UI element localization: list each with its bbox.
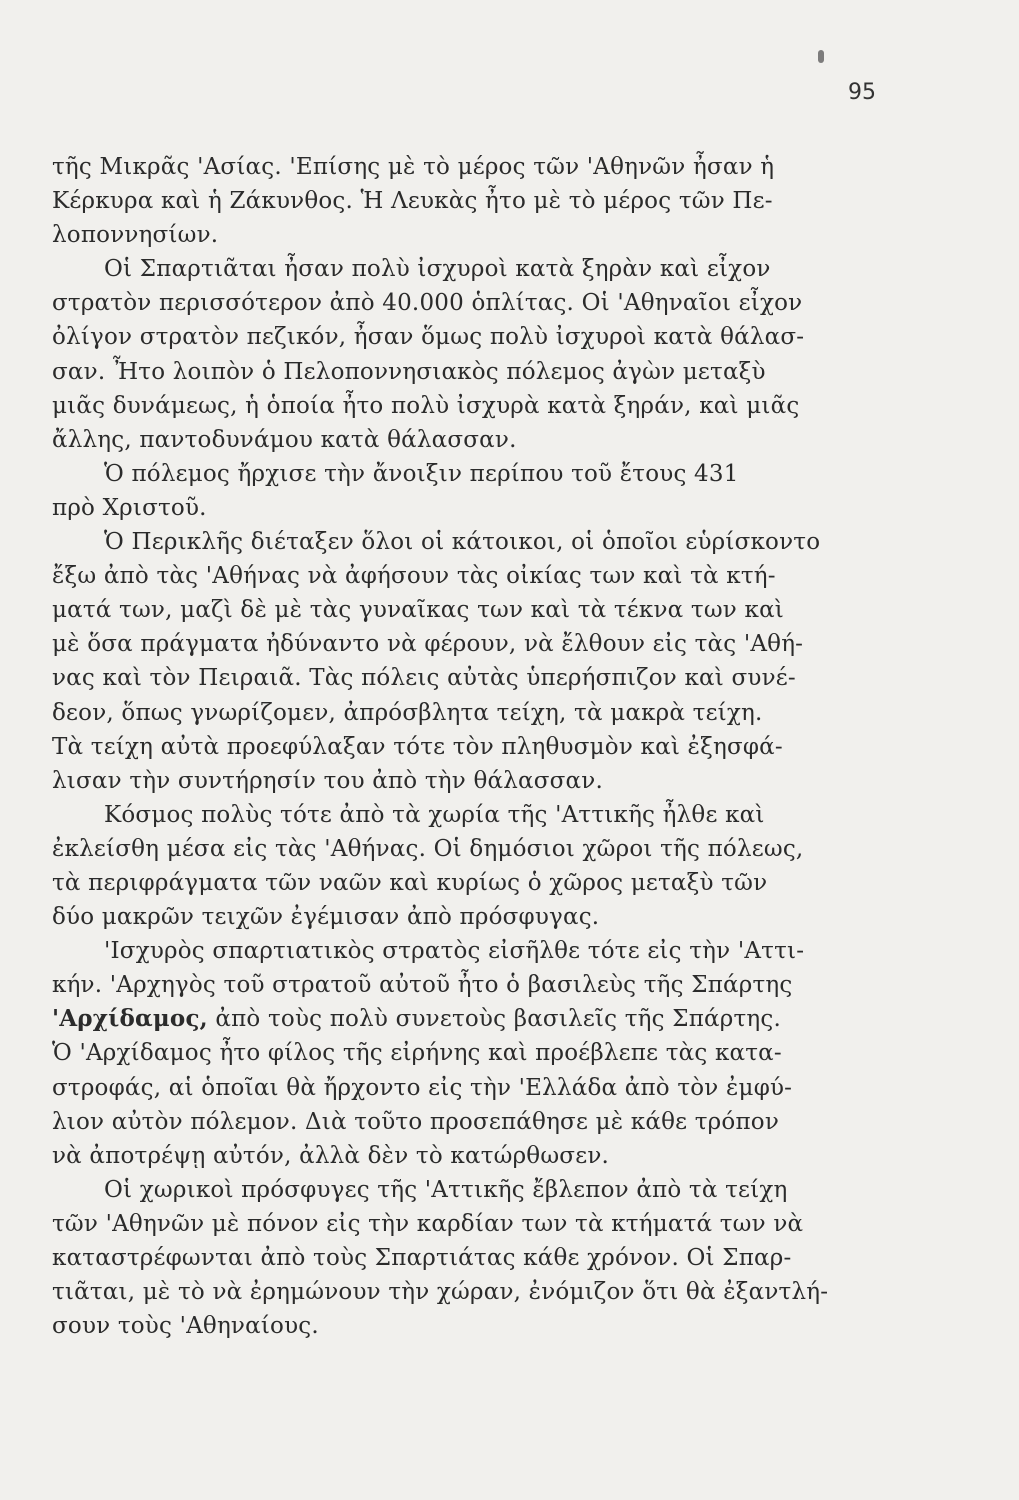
text-line: νας καὶ τὸν Πειραιᾶ. Τὰς πόλεις αὐτὰς ὑπερήσπιζον καὶ συνέ- — [52, 665, 796, 692]
text-line: Οἱ χωρικοὶ πρόσφυγες τῆς 'Αττικῆς ἔβλεπον ἀπὸ τὰ τείχη — [104, 1176, 788, 1203]
print-mark — [818, 50, 824, 63]
text-line: στρατὸν περισσότερον ἀπὸ 40.000 ὁπλίτας. Οἱ 'Αθηναῖοι εἶχον — [52, 290, 803, 317]
text-line: λιον αὐτὸν πόλεμον. Διὰ τοῦτο προσεπάθησε μὲ κάθε τρόπον — [52, 1108, 779, 1135]
text-line: νὰ ἀποτρέψῃ αὐτόν, ἀλλὰ δὲν τὸ κατώρθωσεν. — [52, 1142, 610, 1169]
text-line: κήν. 'Αρχηγὸς τοῦ στρατοῦ αὐτοῦ ἦτο ὁ βασιλεὺς τῆς Σπάρτης — [52, 972, 793, 999]
text-line: τὰ περιφράγματα τῶν ναῶν καὶ κυρίως ὁ χῶρος μεταξὺ τῶν — [52, 869, 768, 896]
text-line: Οἱ Σπαρτιᾶται ἦσαν πολὺ ἰσχυροὶ κατὰ ξηρὰν καὶ εἶχον — [104, 256, 771, 283]
body-text — [52, 150, 878, 1343]
text-line: Τὰ τείχη αὐτὰ προεφύλαξαν τότε τὸν πληθυσμὸν καὶ ἐξησφά- — [52, 733, 783, 760]
text-line: δεον, ὅπως γνωρίζομεν, ἀπρόσβλητα τείχη, τὰ μακρὰ τείχη. — [52, 699, 763, 726]
text-line: λισαν τὴν συντήρησίν του ἀπὸ τὴν θάλασσαν. — [52, 767, 603, 794]
archidamos-name: 'Αρχίδαμος, — [52, 1005, 208, 1033]
page-number: 95 — [848, 80, 876, 105]
text-line: ὀλίγον στρατὸν πεζικόν, ἦσαν ὅμως πολὺ ἰσχυροὶ κατὰ θάλασ- — [52, 324, 805, 351]
text-line-archidamos — [52, 1002, 878, 1036]
text-line: μὲ ὅσα πράγματα ἠδύναντο νὰ φέρουν, νὰ ἔλθουν εἰς τὰς 'Αθή- — [52, 631, 804, 658]
text-line: 'Ισχυρὸς σπαρτιατικὸς στρατὸς εἰσῆλθε τότε εἰς τὴν 'Αττι- — [104, 938, 805, 965]
text-line: καταστρέφωνται ἀπὸ τοὺς Σπαρτιάτας κάθε χρόνον. Οἱ Σπαρ- — [52, 1245, 792, 1271]
text-line: μιᾶς δυνάμεως, ἡ ὁποία ἦτο πολὺ ἰσχυρὰ κατὰ ξηράν, καὶ μιᾶς — [52, 392, 800, 419]
text-line: Ὁ 'Αρχίδαμος ἦτο φίλος τῆς εἰρήνης καὶ προέβλεπε τὰς κατα- — [52, 1040, 782, 1067]
text-line: Κέρκυρα καὶ ἡ Ζάκυνθος. Ἡ Λευκὰς ἦτο μὲ τὸ μέρος τῶν Πε- — [52, 188, 773, 215]
text-line: Ὁ πόλεμος ἤρχισε τὴν ἄνοιξιν περίπου τοῦ ἔτους 431 — [104, 460, 739, 487]
archidamos-rest: ἀπὸ τοὺς πολὺ συνετοὺς βασιλεῖς τῆς Σπάρτης. — [207, 1006, 781, 1033]
text-line: ἄλλης, παντοδυνάμου κατὰ θάλασσαν. — [52, 426, 517, 453]
text-line: ἐκλείσθη μέσα εἰς τὰς 'Αθήνας. Οἱ δημόσιοι χῶροι τῆς πόλεως, — [52, 835, 804, 862]
text-line: τιᾶται, μὲ τὸ νὰ ἐρημώνουν τὴν χώραν, ἐνόμιζον ὅτι θὰ ἐξαντλή- — [52, 1279, 829, 1306]
text-line: σαν. Ἦτο λοιπὸν ὁ Πελοποννησιακὸς πόλεμος ἀγὼν μεταξὺ — [52, 358, 766, 385]
text-line: ματά των, μαζὶ δὲ μὲ τὰς γυναῖκας των καὶ τὰ τέκνα των καὶ — [52, 597, 785, 624]
text-line: πρὸ Χριστοῦ. — [52, 494, 207, 521]
text-line: δύο μακρῶν τειχῶν ἐγέμισαν ἀπὸ πρόσφυγας. — [52, 904, 600, 931]
text-line: λοποννησίων. — [52, 222, 219, 249]
text-line: στροφάς, αἱ ὁποῖαι θὰ ἤρχοντο εἰς τὴν 'Ελλάδα ἀπὸ τὸν ἐμφύ- — [52, 1074, 793, 1101]
text-line: ἔξω ἀπὸ τὰς 'Αθήνας νὰ ἀφήσουν τὰς οἰκίας των καὶ τὰ κτή- — [52, 563, 776, 590]
text-line: σουν τοὺς 'Αθηναίους. — [52, 1313, 319, 1340]
text-line: τῶν 'Αθηνῶν μὲ πόνον εἰς τὴν καρδίαν των τὰ κτήματά των νὰ — [52, 1210, 804, 1237]
text-line: Κόσμος πολὺς τότε ἀπὸ τὰ χωρία τῆς 'Αττικῆς ἦλθε καὶ — [104, 801, 765, 828]
text-line: τῆς Μικρᾶς 'Ασίας. 'Επίσης μὲ τὸ μέρος τῶν 'Αθηνῶν ἦσαν ἡ — [52, 154, 775, 180]
text-line: Ὁ Περικλῆς διέταξεν ὅλοι οἱ κάτοικοι, οἱ ὁποῖοι εὑρίσκοντο — [104, 529, 821, 556]
